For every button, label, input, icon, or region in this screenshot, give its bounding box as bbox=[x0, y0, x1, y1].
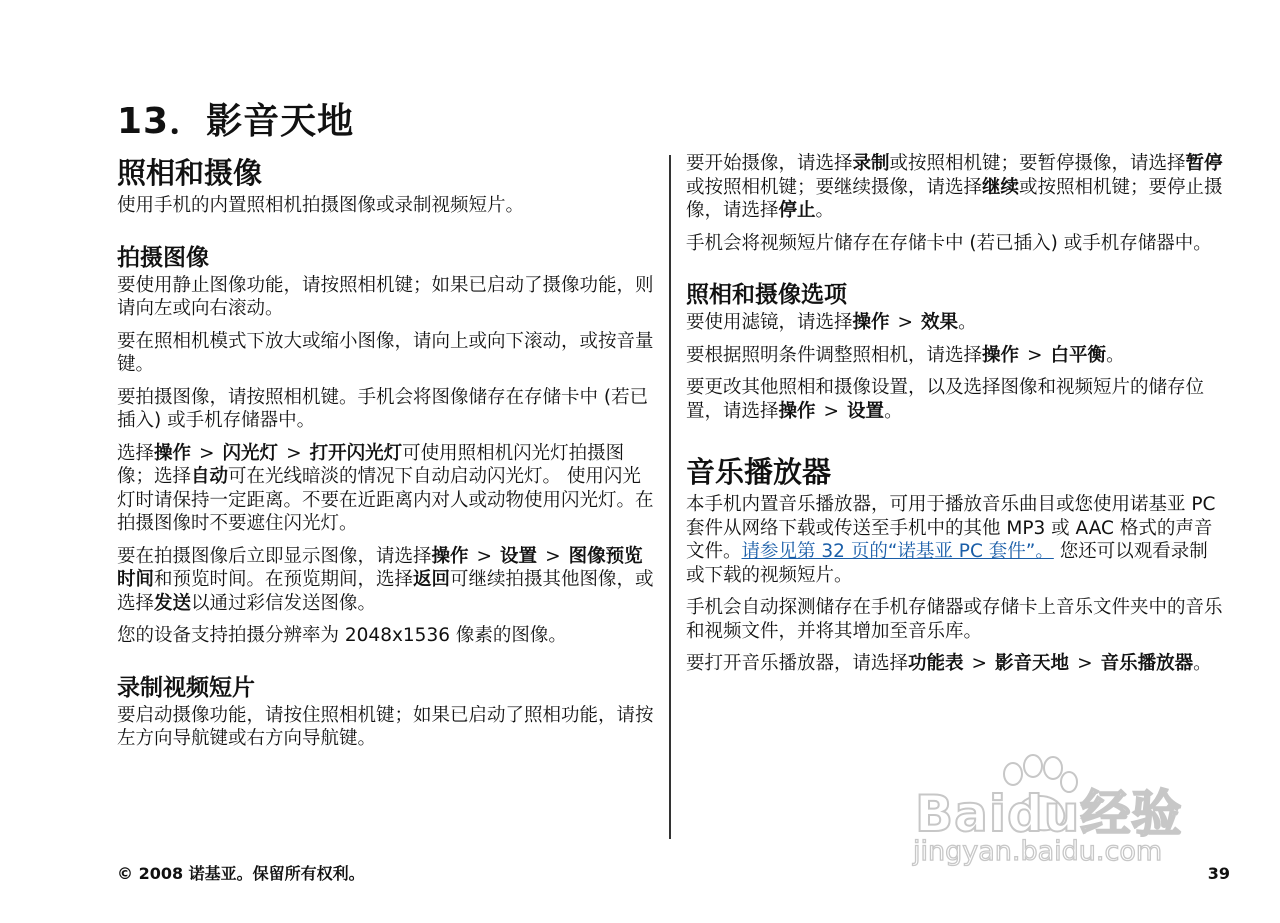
text-run: 您还可以观看录制或下载的视频短片。 bbox=[686, 541, 1208, 586]
paragraph-start-video: 要启动摄像功能，请按住照相机键；如果已启动了照相功能，请按左方向导航键或右方向导航键。 bbox=[117, 704, 654, 749]
chapter-title: 13．影音天地 bbox=[117, 101, 355, 142]
menu-separator: > bbox=[1077, 653, 1093, 674]
menu-term: 设置 bbox=[500, 545, 538, 567]
column-divider bbox=[669, 155, 671, 839]
menu-separator: > bbox=[1027, 344, 1043, 366]
text-run: 要打开音乐播放器，请选择 bbox=[686, 653, 909, 674]
text-run: 。 bbox=[884, 400, 903, 422]
menu-term: 设置 bbox=[847, 400, 885, 422]
text-run: 要开始摄像，请选择 bbox=[686, 153, 853, 174]
paragraph-music-library: 手机会自动探测储存在手机存储器或存储卡上音乐文件夹中的音乐和视频文件，并将其增加至音乐库。 bbox=[686, 597, 1223, 642]
menu-term: 返回 bbox=[413, 569, 451, 590]
paragraph-record-controls bbox=[686, 152, 1226, 223]
text-run: 要根据照明条件调整照相机，请选择 bbox=[686, 344, 983, 366]
menu-separator: > bbox=[286, 442, 302, 464]
menu-term: 闪光灯 bbox=[222, 442, 279, 464]
text-run: 。 bbox=[1193, 653, 1212, 674]
menu-term: 效果 bbox=[921, 312, 959, 333]
section-heading-camera: 照相和摄像 bbox=[117, 156, 263, 190]
right-column bbox=[686, 152, 1226, 676]
text-run: 或按照相机键；要停止摄像，请选择 bbox=[686, 176, 1223, 221]
paragraph-music-intro bbox=[686, 493, 1226, 587]
camera-intro-text: 使用手机的内置照相机拍摄图像或录制视频短片。 bbox=[117, 195, 525, 216]
text-run: 要在拍摄图像后立即显示图像，请选择 bbox=[117, 545, 432, 567]
menu-term: 停止 bbox=[778, 200, 816, 221]
paragraph-flash bbox=[117, 442, 657, 536]
paragraph-white-balance bbox=[686, 344, 1226, 368]
text-run: 本手机内置音乐播放器，可用于播放音乐曲目或您使用诺基亚 PC 套件从网络下载或传送至手机中的其他 MP3 或 AAC 格式的声音文件。 bbox=[686, 494, 1216, 562]
menu-term: 操作 bbox=[778, 400, 816, 422]
menu-term: 发送 bbox=[154, 592, 192, 614]
watermark-brand: Baidu经验 bbox=[915, 785, 1183, 843]
text-run: 要使用滤镜，请选择 bbox=[686, 312, 853, 333]
menu-separator: > bbox=[823, 400, 840, 422]
text-run: 。 bbox=[958, 312, 977, 333]
footer-copyright: © 2008 诺基亚。保留所有权利。 bbox=[117, 864, 365, 883]
menu-separator: > bbox=[476, 545, 493, 567]
paragraph-still-image: 要使用静止图像功能，请按照相机键；如果已启动了摄像功能，则请向左或向右滚动。 bbox=[117, 274, 654, 319]
section-heading-music-player: 音乐播放器 bbox=[686, 455, 832, 489]
paragraph-zoom: 要在照相机模式下放大或缩小图像，请向上或向下滚动，或按音量键。 bbox=[117, 330, 654, 375]
menu-term: 打开闪光灯 bbox=[309, 442, 403, 464]
cross-reference-link[interactable]: 请参见第 32 页的“诺基亚 PC 套件”。 bbox=[741, 541, 1054, 562]
paragraph-resolution: 您的设备支持拍摄分辨率为 2048x1536 像素的图像。 bbox=[117, 625, 567, 646]
menu-term: 操作 bbox=[154, 442, 192, 464]
menu-term: 自动 bbox=[191, 466, 229, 487]
menu-term: 音乐播放器 bbox=[1100, 653, 1194, 674]
menu-term: 操作 bbox=[852, 312, 890, 333]
menu-separator: > bbox=[971, 653, 988, 674]
paragraph-take-photo: 要拍摄图像，请按照相机键。手机会将图像储存在存储卡中 (若已插入) 或手机存储器中。 bbox=[117, 386, 649, 431]
text-run: 。 bbox=[1106, 344, 1125, 366]
paragraph-video-storage: 手机会将视频短片储存在存储卡中 (若已插入) 或手机存储器中。 bbox=[686, 232, 1212, 254]
text-run: 可使用照相机闪光灯拍摄图像；选择 bbox=[117, 442, 625, 487]
paragraph-effects bbox=[686, 311, 1226, 335]
menu-term: 影音天地 bbox=[995, 653, 1070, 674]
menu-term: 录制 bbox=[852, 153, 890, 174]
text-run: 。 bbox=[815, 200, 835, 221]
text-run: 可继续拍摄其他图像，或选择 bbox=[117, 569, 654, 614]
text-run: 要更改其他照相和摄像设置，以及选择图像和视频短片的储存位置，请选择 bbox=[686, 377, 1205, 422]
subheading-camera-options: 照相和摄像选项 bbox=[686, 282, 847, 308]
text-run: 以通过彩信发送图像。 bbox=[191, 592, 377, 614]
menu-term: 暂停 bbox=[1185, 153, 1223, 174]
paragraph-settings bbox=[686, 376, 1226, 423]
subheading-shoot-images: 拍摄图像 bbox=[117, 244, 209, 271]
subheading-record-video: 录制视频短片 bbox=[117, 674, 255, 701]
menu-term: 操作 bbox=[431, 545, 469, 567]
text-run: 选择 bbox=[117, 442, 155, 464]
text-run: 可在光线暗淡的情况下自动启动闪光灯。 使用闪光灯时请保持一定距离。不要在近距离内对人或动物使用闪光灯。在拍摄图像时不要遮住闪光灯。 bbox=[117, 466, 654, 534]
menu-term: 继续 bbox=[982, 176, 1020, 198]
text-run: 或按照相机键；要继续摄像，请选择 bbox=[686, 176, 983, 198]
menu-term: 白平衡 bbox=[1050, 344, 1107, 366]
menu-separator: > bbox=[545, 545, 561, 567]
page-number: 39 bbox=[1207, 864, 1230, 883]
baidu-jingyan-watermark bbox=[905, 752, 1205, 882]
menu-term: 功能表 bbox=[908, 653, 964, 674]
menu-separator: > bbox=[897, 312, 914, 333]
text-run: 和预览时间。在预览期间，选择 bbox=[154, 569, 414, 590]
left-column bbox=[117, 152, 657, 751]
paragraph-open-music-player bbox=[686, 652, 1226, 676]
text-run: 或按照相机键；要暂停摄像，请选择 bbox=[889, 153, 1186, 174]
menu-term: 操作 bbox=[982, 344, 1020, 366]
watermark-url: jingyan.baidu.com bbox=[913, 836, 1163, 867]
paragraph-preview bbox=[117, 545, 657, 616]
menu-separator: > bbox=[199, 442, 215, 464]
menu-term: 图像预览时间 bbox=[117, 545, 643, 590]
